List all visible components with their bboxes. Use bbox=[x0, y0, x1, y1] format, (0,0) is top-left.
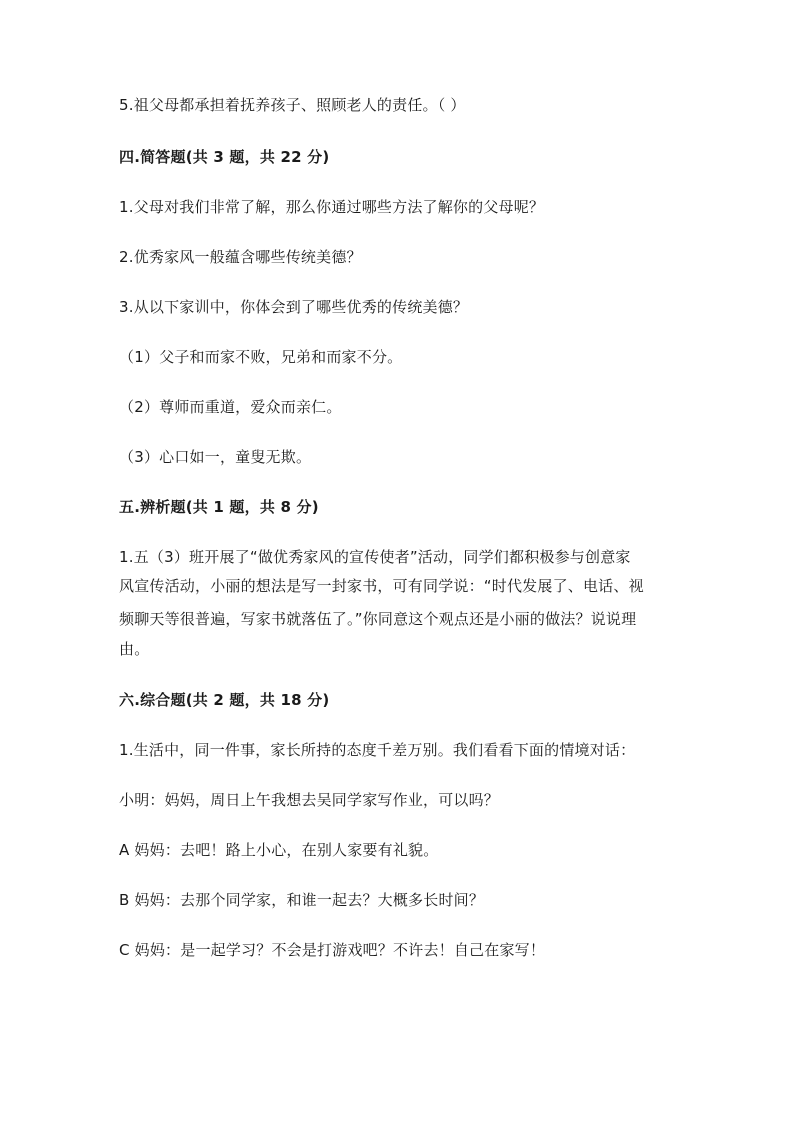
section-4-question-2: 2.优秀家风一般蕴含哪些传统美德？ bbox=[119, 248, 362, 266]
family-motto-item-3: （3）心口如一，童叟无欺。 bbox=[119, 448, 312, 466]
section-4-title: 四.简答题(共 3 题，共 22 分) bbox=[119, 148, 330, 166]
family-motto-item-1: （1）父子和而家不败，兄弟和而家不分。 bbox=[119, 348, 403, 366]
section-5-question-1-line-1: 1.五（3）班开展了“做优秀家风的宣传使者”活动，同学们都积极参与创意家 bbox=[119, 548, 631, 566]
section-5-question-1-line-4: 由。 bbox=[119, 640, 150, 658]
family-motto-item-2: （2）尊师而重道，爱众而亲仁。 bbox=[119, 398, 342, 416]
section-4-question-3: 3.从以下家训中，你体会到了哪些优秀的传统美德？ bbox=[119, 298, 469, 316]
dialog-mother-c: C 妈妈：是一起学习？不会是打游戏吧？不许去！自己在家写！ bbox=[119, 941, 546, 959]
dialog-xiaoming: 小明：妈妈，周日上午我想去吴同学家写作业，可以吗？ bbox=[119, 791, 500, 809]
section-4-question-1: 1.父母对我们非常了解，那么你通过哪些方法了解你的父母呢？ bbox=[119, 198, 545, 216]
section-5-question-1-line-2: 风宣传活动，小丽的想法是写一封家书，可有同学说：“时代发展了、电话、视 bbox=[119, 577, 644, 595]
dialog-mother-b: B 妈妈：去那个同学家，和谁一起去？大概多长时间？ bbox=[119, 891, 485, 909]
question-5-judgment: 5.祖父母都承担着抚养孩子、照顾老人的责任。（ ） bbox=[119, 96, 466, 114]
section-6-title: 六.综合题(共 2 题，共 18 分) bbox=[119, 691, 330, 709]
section-5-title: 五.辨析题(共 1 题，共 8 分) bbox=[119, 498, 319, 516]
dialog-mother-a: A 妈妈：去吧！路上小心，在别人家要有礼貌。 bbox=[119, 841, 439, 859]
section-5-question-1-line-3: 频聊天等很普遍，写家书就落伍了。”你同意这个观点还是小丽的做法？说说理 bbox=[119, 610, 637, 628]
section-6-question-1: 1.生活中，同一件事，家长所持的态度千差万别。我们看看下面的情境对话： bbox=[119, 741, 636, 759]
